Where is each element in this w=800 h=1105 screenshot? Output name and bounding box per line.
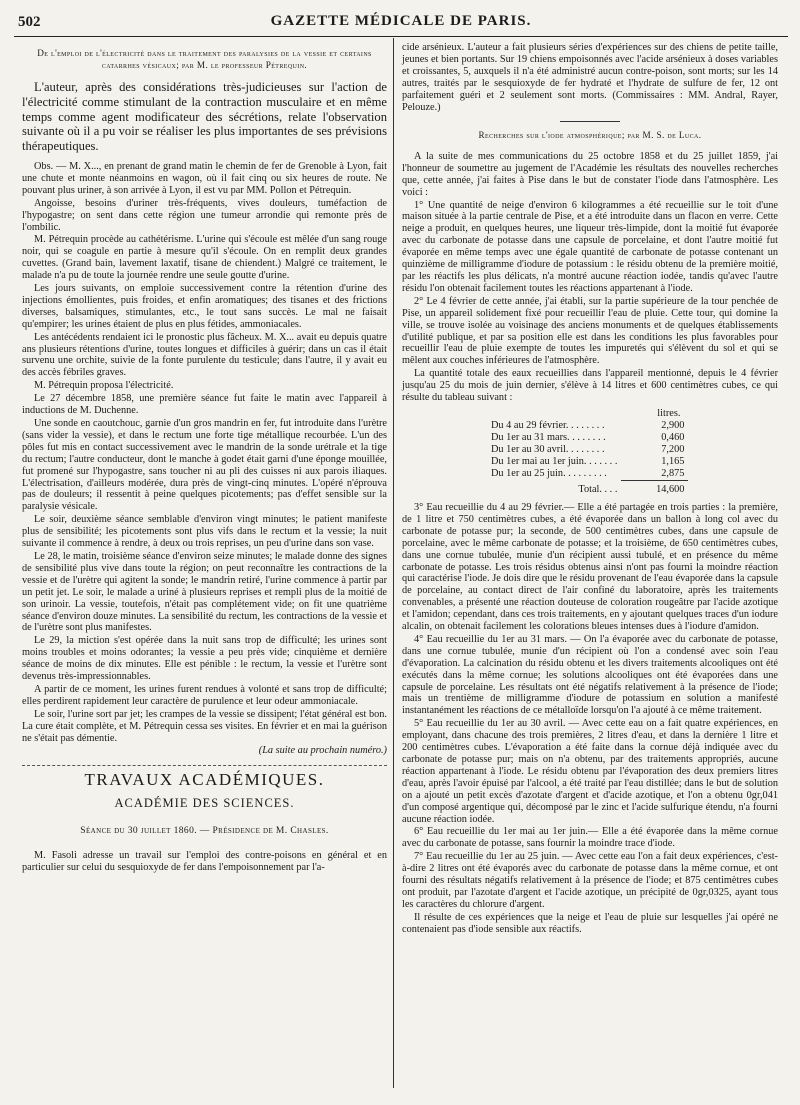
table-row: Du 1er au 31 mars. . . . . . . . 0,460 — [491, 431, 685, 443]
paragraph: La quantité totale des eaux recueillies dans l'appareil mentionné, depuis le 4 février jusqu'au 25 du mois de juin dernier, s'élève à 14 litres et 600 centimètres cubes, ce qui résulte du tableau suivant : — [402, 368, 778, 404]
table-unit: litres. — [657, 407, 681, 419]
table-row: Du 1er au 30 avril. . . . . . . . 7,200 — [491, 443, 685, 455]
rain-table — [487, 408, 688, 496]
paragraph: Le soir, deuxième séance semblable d'environ vingt minutes; le patient manifeste plus de sensibilité; les picotements sont plus vifs dans le rectum et la vessie; la nuit suivante il commence à rendre, à deux ou trois reprises, un peu d'urine dans son vase. — [22, 514, 387, 550]
left-column — [22, 46, 387, 875]
section-title: TRAVAUX ACADÉMIQUES. — [84, 770, 325, 790]
paragraph: Le 28, le matin, troisième séance d'environ seize minutes; le malade donne des signes de sensibilité plus vive dans toute la région; on peut reconnaître les contractions de la vessie et de l'urètre qui agitent la sonde; le mandrin retiré, l'urine commence à partir par un petit jet. Le soir, le malade a uriné à plusieurs reprises et rempli plus de la moitié de son urinoir. La vessie, toutefois, n'était pas complétement vide; on fit une quatrième séance d'environ douze minutes. La sensibilité du rectum, les contractions de la vessie et de l'urètre sont plus manifestes. — [22, 550, 387, 634]
page-number: 502 — [18, 14, 41, 30]
section-subtitle: ACADÉMIE DES SCIENCES. — [114, 796, 295, 811]
paragraph: M. Pétrequin procède au cathétérisme. L'urine qui s'écoule est mêlée d'un sang rouge noir, qui se coagule en partie à mesure qu'il s'écoule. On en remplit deux grandes cuvettes. (Grand bain, lavement laxatif, tisane de chiendent.) Malgré ce traitement, le malade n'a pu de toute la journée rendre une seule goutte d'urine. — [22, 234, 387, 282]
paragraph: A partir de ce moment, les urines furent rendues à volonté et sans trop de difficulté; elles perdirent rapidement leur caractère de purulence et leur odeur ammoniacale. — [22, 683, 387, 707]
section-divider — [22, 765, 387, 766]
paragraph: 4° Eau recueillie du 1er au 31 mars. — On l'a évaporée avec du carbonate de potasse, dans une cornue tubulée, munie d'un récipient où l'on a condensé avec soin l'eau d'évaporation. La calcination du résidu obtenu et les divers traitements alcooliques ont été exécutés dans la même cornue; les solutions alcooliques ont été évaporées dans une capsule de porcelaine. Les résultats ont été négatifs relativement à la présence de l'iode; mais un trentième de milligramme d'iodure de potassium en solution a manifesté instantanément les réactions de ce métalloïde lorsqu'on l'a ajouté à ce même traitement. — [402, 633, 778, 717]
paragraph: 6° Eau recueillie du 1er mai au 1er juin.— Elle a été évaporée dans la même cornue avec du carbonate de potasse, sans fournir la moindre trace d'iode. — [402, 826, 778, 850]
paragraph: M. Pétrequin proposa l'électricité. — [34, 380, 174, 392]
paragraph: A la suite de mes communications du 25 octobre 1858 et du 25 juillet 1859, j'ai l'honneur de soumettre au jugement de l'Académie les résultats des nouvelles recherches que, cette année, j'ai faites à Pise dans le but de constater l'iode dans l'atmosphère. Les voici : — [402, 150, 778, 198]
column-divider — [393, 38, 394, 1088]
table-row: Du 4 au 29 février. . . . . . . . 2,900 — [491, 419, 685, 431]
table-total-row: Total. . . . 14,600 — [487, 480, 688, 496]
paragraph: Obs. — M. X..., en prenant de grand matin le chemin de fer de Grenoble à Lyon, fait une chute et monte néanmoins en wagon, où il fait cinq ou six heures de route. Ne pouvant plus uriner, à son arrivée à Lyon, il est vu par MM. Pollon et Pétrequin. — [22, 160, 387, 196]
paragraph: Le 27 décembre 1858, une première séance fut faite le matin avec l'appareil à inductions de M. Duchenne. — [22, 393, 387, 417]
paragraph: Une sonde en caoutchouc, garnie d'un gros mandrin en fer, fut introduite dans l'urètre (sans vider la vessie), et dans le rectum une forte tige métallique recourbée. L'un des pôles fut mis en contact successivement avec le mandrin de la sonde urétrale et la tige du rectum; l'autre conducteur, dont le manche à godet était garni d'une éponge mouillée, fut promené sur l'hypogastre, sans toucher ni au pli des cuisses ni aux parois iliaques. L'électrisation, d'ailleurs modérée, dura près de vingt-cinq minutes. L'opéré n'éprouva pas de douleurs; il ressentit à peine quelques picotements; pas d'effet sensible sur la paralysie vésicale. — [22, 418, 387, 513]
paragraph: 5° Eau recueillie du 1er au 30 avril. — Avec cette eau on a fait quatre expériences, en employant, dans chacune des trois premières, 2 litres d'eau, et dans la dernière 1 litre et 200 centimètres cubes. L'évaporation a été faite dans la cornue déjà indiquée avec du carbonate de potasse pur; mais on n'a obtenu, par des traitements appropriés, aucune réaction appartenant à l'iode. Le résidu obtenu par l'évaporation des deux premiers litres d'eau, après l'avoir épuisé par l'alcool, a été traité par l'eau distillée; dans le but de solution on a ajouté un petit excès d'azotate d'argent et d'acide azotique, et l'on a obtenu 0gr,041 d'un composé argentique qui, décomposé par le zinc et l'acide sulfurique étendu, n'a fourni aucune réaction iodée. — [402, 718, 778, 825]
table-row: Du 1er au 25 juin. . . . . . . . . 2,875 — [491, 467, 685, 480]
article-title-iode: Recherches sur l'iode atmosphérique; par M. S. de Luca. — [478, 130, 702, 141]
paragraph: Le 29, la miction s'est opérée dans la nuit sans trop de difficulté; les urines sont moins troubles et moins odorantes; la vessie a peu près vide; cinquième et dernière séance de moins de dix minutes. Elle est pénible : le rectum, la vessie et l'urètre sont devenus très-impressionnables. — [22, 635, 387, 683]
right-column — [402, 42, 778, 937]
paragraph: Il résulte de ces expériences que la neige et l'eau de pluie sur lesquelles j'ai opéré ne contenaient pas d'iode sensible aux réactifs. — [402, 911, 778, 935]
continuation-note: (La suite au prochain numéro.) — [258, 745, 387, 757]
paragraph: Angoisse, besoins d'uriner très-fréquents, vives douleurs, tuméfaction de l'hypogastre; on sent dans cette région une tumeur arrondie qui remonte près de l'ombilic. — [22, 197, 387, 233]
paragraph: 7° Eau recueillie du 1er au 25 juin. — Avec cette eau l'on a fait deux expériences, c'est-à-dire 2 litres ont été évaporés avec du carbonate de potasse dans la même cornue, et ont fourni des résultats négatifs relativement à la présence de l'iode; et 875 centimètres cubes ont produit, par l'azotate d'argent et l'acide azotique, un précipité de 0gr,0325, ayant tous les caractères du chlorure d'argent. — [402, 851, 778, 910]
paragraph: Les antécédents rendaient ici le pronostic plus fâcheux. M. X... avait eu depuis quatre ans plusieurs rétentions d'urine, toutes longues et difficiles à guérir; dans un cas il était survenu une orchite, suivie de la fonte purulente du testicule; dans l'autre, il y avait eu des accès fébriles graves. — [22, 331, 387, 379]
paragraph: cide arsénieux. L'auteur a fait plusieurs séries d'expériences sur des chiens de petite taille, jeunes et bien portants. Sur 19 chiens empoisonnés avec l'acide arsénieux à doses variables et croissantes, 5, auxquels il n'a été administré aucun contre-poison, sont morts; sur les 14 autres, traités par le sesquioxyde de fer hydraté et l'hydrate de sulfure de fer, 12 ont parfaitement guéri et 2 seulement sont morts. (Commissaires : MM. Andral, Rayer, Pelouze.) — [402, 42, 778, 113]
paragraph: 1° Une quantité de neige d'environ 6 kilogrammes a été recueillie sur le toit d'une maison située à la partie centrale de Pise, et a été introduite dans un flacon en verre. Cette neige a produit, en quelques heures, une liqueur très-limpide, dont la moitié fut évaporée avec du carbonate de potasse dans une capsule de porcelaine, et dont l'autre moitié fut évaporée en même temps avec une égale quantité de carbonate de potasse contenant un quinzième de milligramme d'iodure de potassium : le résidu obtenu de la première moitié, par les réactifs les plus délicats, n'a montré aucune réaction iodée, tandis qu'avec l'autre résidu l'on obtenait facilement toutes les réactions appartenant à l'iode. — [402, 199, 778, 294]
paragraph: Le soir, l'urine sort par jet; les crampes de la vessie se dissipent; l'état général est bon. La cure était complète, et M. Pétrequin cessa ses visites. En février et en mai la guérison ne s'était pas démentie. — [22, 708, 387, 744]
divider — [560, 121, 620, 122]
paragraph: 3° Eau recueillie du 4 au 29 février.— Elle a été partagée en trois parties : la première, de 1 litre et 750 centimètres cubes, a été évaporée dans un ballon à long col avec du carbonate de potasse pur; la seconde, de 500 centimètres cubes, dans une capsule de porcelaine, avec le même carbonate de potasse; et la troisième, de 650 centimètres cubes, dans une cornue tubulée, munie d'un récipient aussi tubulé, et en présence du même carbonate de potasse. Les trois résidus obtenus ainsi n'ont pas fourni la moindre réaction qui caractérise l'iode. Je dois dire que le résidu provenant de l'eau évaporée dans la capsule de porcelaine, au contact direct de l'air confiné du laboratoire, après les traitements convenables, a présenté une réaction douteuse de coloration rougeâtre par l'acide azotique et l'amidon; cependant, dans ces trois traitements, en y ajoutant quelques traces d'un iodure alcalin, on obtenait facilement les colorations bleues intenses dues à l'iodure d'amidon. — [402, 501, 778, 633]
running-title: GAZETTE MÉDICALE DE PARIS. — [270, 13, 532, 29]
table-row: Du 1er mai au 1er juin. . . . . . . 1,165 — [491, 455, 685, 467]
paragraph: Les jours suivants, on emploie successivement contre la rétention d'urine des injections émollientes, puis froides, et enfin aromatiques; des tisanes et des frictions diverses, balsamiques, stimulantes, etc., le tout sans succès. Le mal ne faisait qu'empirer; les urines étaient de plus en plus fétides, ammoniacales. — [22, 283, 387, 330]
meeting-line: Séance du 30 juillet 1860. — Présidence de M. Chasles. — [80, 826, 329, 837]
paragraph: M. Fasoli adresse un travail sur l'emploi des contre-poisons en général et en particulier sur celui du sesquioxyde de fer dans l'empoisonnement par l'a- — [22, 850, 387, 874]
paragraph: 2° Le 4 février de cette année, j'ai établi, sur la partie supérieure de la tour penchée de Pise, un appareil solidement fixé pour recueillir l'eau de pluie. Cette tour, qui domine la ville, se trouve isolée au voisinage des anciens monuments et de quelques établissements d'utilité publique, et par sa position elle est dans les conditions les plus favorables pour recueillir l'eau de pluie exempte de toutes les impuretés qui s'élèvent du sol et qui se mêlent aux couches inférieures de l'atmosphère. — [402, 295, 778, 367]
article-intro: L'auteur, après des considérations très-judicieuses sur l'action de l'électricité comme stimulant de la contraction musculaire et en même temps comme agent modificateur des sécrétions, relate l'observation suivante où il a pu voir se réaliser les plus importantes de ses prévisions thérapeutiques. — [22, 80, 387, 154]
page-header — [14, 10, 788, 37]
article-title-electricity: De l'emploi de l'électricité dans le traitement des paralysies de la vessie et certains catarrhes vésicaux; par M. le professeur Pétrequin. — [37, 48, 372, 70]
